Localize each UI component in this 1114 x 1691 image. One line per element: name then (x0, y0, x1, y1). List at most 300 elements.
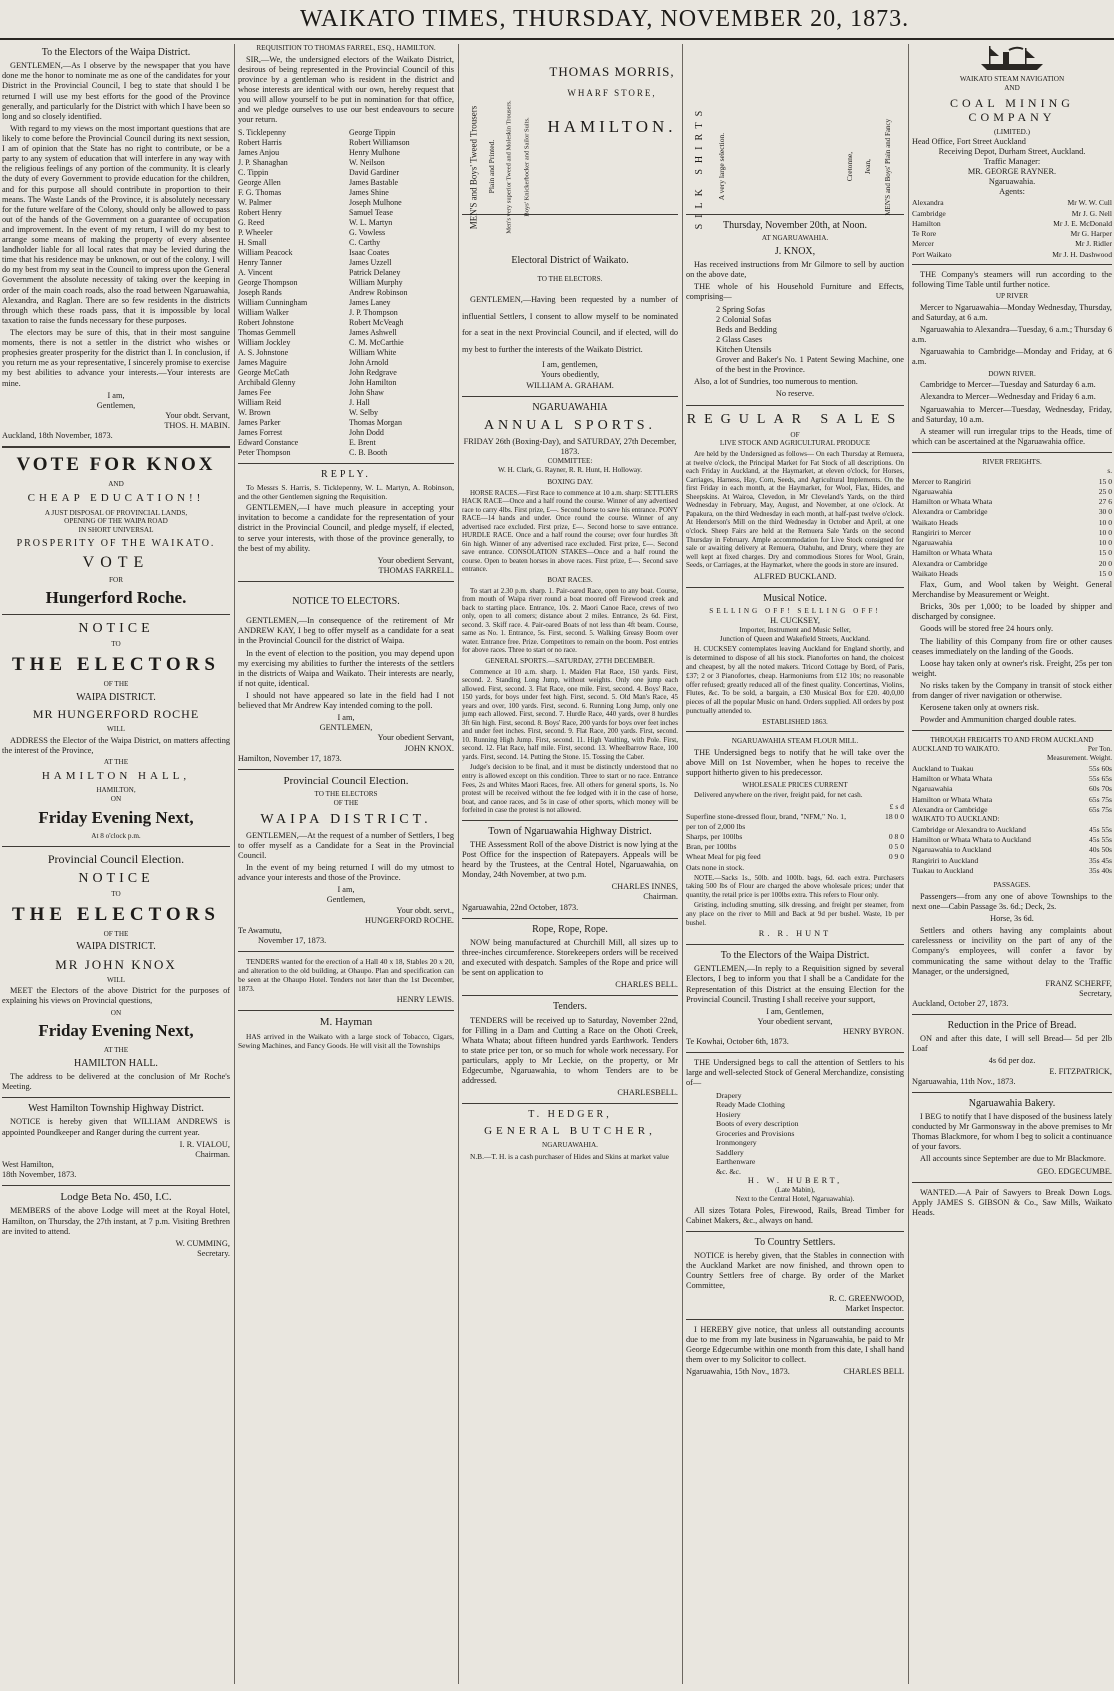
table-row (912, 518, 1112, 527)
closing: Your obedient Servant, (377, 733, 454, 743)
dateline: Ngaruawahia, 11th Nov., 1873. (912, 1076, 1016, 1086)
signature: R. R. HUNT (758, 929, 832, 939)
table-cell: Ngaruawahia (912, 486, 953, 496)
signatory-name: George Allen (238, 177, 281, 187)
table-cell: Hamilton or Whata Whata (912, 497, 993, 507)
table-cell: 25 0 (1098, 486, 1112, 496)
signature: WILLIAM A. GRAHAM. (526, 380, 614, 390)
table-cell: 60s 70s (1089, 784, 1112, 794)
signature: GEO. EDGECUMBE. (1037, 1166, 1112, 1176)
ad-text: The liability of this Company from fire or other causes ceases immediately on the landing of the Goods. (912, 636, 1112, 656)
column-1 (2, 44, 230, 1684)
table-cell: 20 0 (1098, 558, 1112, 568)
dateline: 18th November, 1873. (2, 1169, 77, 1179)
signatory-name: Patrick Delaney (349, 267, 401, 277)
divider (912, 1092, 1112, 1093)
closing: Your obdt. servt., (396, 905, 454, 915)
list-item: A steamer will run irregular trips to the Heads, time of which can be ascertained at the Ngaruawahia office. (912, 426, 1112, 446)
agents-table (912, 198, 1112, 259)
ad-heading: Musical Notice. (763, 592, 827, 604)
divider (238, 1010, 454, 1011)
ad-heading: Town of Ngaruawahia Highway District. (488, 825, 652, 837)
ad-heading: Rope, Rope, Rope. (532, 923, 608, 935)
signatory-name: J. P. Shanaghan (238, 157, 288, 167)
table-cell: 30 0 (1098, 507, 1112, 517)
signatory-name: G. Reed (238, 217, 265, 227)
list-item: Ngaruawahia to Alexandra—Tuesday, 6 a.m.; Thursday 6 a.m. (912, 325, 1112, 345)
signatory-name: W. Neilson (349, 157, 385, 167)
table-cell: Hamilton (912, 218, 941, 228)
signatory-name: F. G. Thomas (238, 187, 282, 197)
signatory-name: C. Carthy (349, 237, 381, 247)
ad-text: Loose hay taken only at owner's risk. Freight, 25s per ton weight. (912, 658, 1112, 678)
divider (686, 1231, 904, 1232)
label: ESTABLISHED 1863. (762, 717, 828, 726)
table-cell: Hamilton or Whata Whata to Auckland (912, 835, 1031, 845)
dateline: November 17, 1873. (258, 935, 327, 945)
signature: CHARLES INNES, (611, 882, 678, 892)
table-row (912, 219, 1112, 228)
divider (2, 614, 230, 615)
signatory-name: Samuel Tease (349, 207, 393, 217)
ad-heading: THROUGH FREIGHTS TO AND FROM AUCKLAND (930, 736, 1094, 745)
ad-text: THE Company's steamers will run according to the following Time Table until further notice. (912, 269, 1112, 289)
table-cell: 45s 55s (1089, 824, 1112, 834)
column-rule (458, 44, 459, 1684)
label: COMMITTEE: (547, 457, 593, 466)
signatory-name: James Shine (349, 187, 389, 197)
signatory-name: William Peacock (238, 247, 293, 257)
masthead (0, 0, 1114, 40)
divider (462, 995, 678, 996)
signatory-name: George Tippin (349, 127, 396, 137)
vertical-text: Men's very superior Tweed and Moleskin Trousers. (506, 100, 514, 234)
ad-heading: NOTICE TO ELECTORS. (292, 596, 400, 607)
headline: CHEAP EDUCATION!! (27, 492, 205, 505)
label: DOWN RIVER. (988, 369, 1036, 378)
column-rule (908, 44, 909, 1684)
table-cell: 18 0 0 (885, 812, 904, 822)
ad-text: Settlers and others having any complaints about carelessness or incivility on the part of any of the Company's employees, will confer a favor by communicating the same without delay to the Traffic Manager, or the undersigned, (912, 926, 1112, 976)
ad-text: TENDERS wanted for the erection of a Hall 40 x 18, Stables 20 x 20, and alteration to the old building, at Ohaupo. Plan and specification can be seen at the Ohaupo Hotel. Tenders not later than the 1st December, 1873. (238, 956, 454, 994)
label: No reserve. (775, 389, 815, 399)
table-cell: £ s d (889, 802, 904, 812)
ad-heading: M. Hayman (319, 1016, 373, 1029)
table-row (912, 250, 1112, 259)
label: Head Office, Fort Street Auckland (912, 136, 1026, 146)
list-item: Earthenware (716, 1157, 756, 1167)
ad-text: NOW being manufactured at Churchill Mill, all sizes up to three-inches circumference. Storekeepers orders will be received and executed with despatch. Samples of the Rope and price will be sent on application to (462, 937, 678, 978)
signatory-name: P. Wheeler (238, 227, 273, 237)
table-cell: Mercer to Rangiriri (912, 476, 972, 486)
table-row (912, 487, 1112, 496)
dateline: Auckland, October 27, 1873. (912, 998, 1009, 1008)
table-cell: Alexandra or Cambridge (912, 558, 988, 568)
divider (238, 463, 454, 464)
label: ON (110, 1008, 122, 1017)
table-row (912, 198, 1112, 207)
closing: Gentlemen, (326, 895, 366, 905)
ad-text: H. CUCKSEY contemplates leaving Auckland for England shortly, and is determined to dispose of all his stock. Pianofortes on hand, the choicest and cheapest, by all the noted makers. Tricord Cottage by Bord, of Paris, £37; 2 or 3 Pianofortes, cheap. Harmoniums from £12 10s; no reasonable offer refused; greatly reduced all of the finest quality. Concertinas, Violins, Flutes, &c. To be sold, a bargain, a £30 Musical Box for £20. 40,0,00 pieces of all the popular Music on hand. Orders supplied. All orders by post punctually attended to. (686, 645, 904, 715)
label: BOXING DAY. (547, 477, 593, 486)
table-cell: 55s 60s (1089, 763, 1112, 773)
ad-text: To Messrs S. Harris, S. Ticklepenny, W. L. Martyn, A. Robinson, and the other Gentlemen signing the Requisition. (238, 482, 454, 501)
divider (238, 951, 454, 952)
headline: ANNUAL SPORTS. (483, 417, 657, 433)
vertical-text: SILK SHIRTS (693, 104, 705, 230)
label: TO THE ELECTORS (314, 790, 378, 799)
ad-text: I BEG to notify that I have disposed of the business lately conducted by Mr Garmonsway in the above premises to Mr Thomas Blackmore, for whom I beg to solicit a continuance of your favors. (912, 1111, 1112, 1152)
closing: Your obdt. Servant, (165, 410, 230, 420)
table-cell: Mercer (912, 239, 934, 249)
dateline: Hamilton, November 17, 1873. (238, 753, 342, 763)
timetable-down (912, 380, 1112, 447)
ad-text: Delivered anywhere on the river, freight paid, for net cash. (694, 791, 863, 800)
table-row (912, 856, 1112, 865)
ad-text: NOTICE is hereby given that WILLIAM ANDREWS is appointed Poundkeeper and Ranger during the current year. (2, 1117, 230, 1137)
ad-text: ADDRESS the Elector of the Waipa District, on matters affecting the interest of the Province, (2, 735, 230, 755)
divider (462, 1103, 678, 1104)
label: At 8 o'clock p.m. (91, 832, 141, 841)
list-item: Saddlery (716, 1147, 744, 1157)
signatory-name: James Uzzell (349, 257, 392, 267)
steamer-icon (912, 44, 1112, 75)
signatory-name: Andrew Robinson (349, 287, 408, 297)
signatory-name: Archibald Glenny (238, 377, 296, 387)
label: UP RIVER (995, 292, 1029, 301)
ad-text: All accounts since September are due to Mr Blackmore. (920, 1154, 1106, 1164)
label: AT THE (103, 1046, 129, 1055)
ad-text: WANTED.—A Pair of Sawyers to Break Down Logs. Apply JAMES S. GIBSON & Co., Saw Mills, Waikato Heads. (912, 1187, 1112, 1217)
table-cell: Rangiriri to Auckland (912, 855, 979, 865)
table-row (686, 863, 904, 872)
table-row (912, 538, 1112, 547)
closing: I am, (107, 390, 125, 400)
signature: CHARLES BELL. (615, 980, 678, 990)
label: OF THE (333, 798, 359, 807)
signature: Market Inspector. (845, 1303, 904, 1313)
label: AUCKLAND TO WAIKATO. (912, 745, 1000, 754)
signatory-name: Robert Harris (238, 137, 282, 147)
label: NGARUAWAHIA. (542, 1141, 598, 1149)
ad-heading: Reduction in the Price of Bread. (947, 1020, 1077, 1032)
list-item: Cambridge to Mercer—Tuesday and Saturday 6 a.m. (920, 380, 1096, 390)
label: WAIPA DISTRICT. (76, 941, 156, 953)
signatory-name: J. Hall (349, 397, 370, 407)
table-cell: Waikato Heads (912, 517, 958, 527)
signatory-name: J. P. Thompson (349, 307, 398, 317)
table-cell: 15 0 (1098, 476, 1112, 486)
closing: I am, gentlemen, (542, 360, 598, 370)
label: TO (111, 640, 121, 649)
label: Measurement. Weight. (1047, 754, 1112, 762)
table-cell: Mr W. W. Cull (1067, 198, 1112, 208)
ad-heading: Provincial Council Election. (47, 852, 185, 867)
table-row (912, 764, 1112, 773)
label: HAMILTON HALL. (74, 1057, 158, 1069)
ad-text: Judge's decision to be final, and it must be distinctly understood that no entry is allowed except on this condition. Three to start or no race. Entrance Fees, 2s and Whites Maori Races, free. All others for general sports, 1s. No protest will be received without the fee lodged with it in the case of horse, boat, and canoe races, and 5s in case of other sports, which money will be forfeited in case the protest is not allowed. (462, 763, 678, 815)
ad-text: Gristing, including smutting, silk dressing, and freight per steamer, from any place on the river to Mill and Back at 9d per bushel. Waste, 1b per bushel. (686, 901, 904, 927)
label: LIVE STOCK AND AGRICULTURAL PRODUCE (719, 439, 871, 448)
table-cell: Oats none in stock. (686, 862, 745, 872)
table-row (686, 832, 904, 841)
column-rule (234, 44, 235, 1684)
table-cell: 35s 40s (1089, 865, 1112, 875)
closing: GENTLEMEN, (319, 723, 373, 733)
headline: T. HEDGER, (528, 1109, 612, 1121)
ad-text: Commence at 10 a.m. sharp. 1. Maiden Flat Race, 150 yards. First, second. 2. Standing Long Jump, without weights. Only one jump each allowed. First, second. 3. Flat Race, one mile. First, second. 4. Boys' Race, 150 yards, for boys under feet high. First, second. 5. Old Man's Race, 45 years and over, 100 yards. First, second. 6. Running Long Jump, only one jump each allowed. First, second. 7. Hurdle Race, 440 yards, over 8 hurdles 3ft 6in high. First, second. 8. Boys' Race, 200 yards for boys over feet inches and under feet inches. First, second. 9. Flat Race, 200 yards. First, second. 10. Running High Jump. First, second. 11. High Vaulting, with Pole. First, second. 12. Flat Race, half mile. First, second. 13. Wheelbarrow Race, 100 yards. First, second. 14. Putting the Stone. 15. Tossing the Caber. (462, 667, 678, 761)
ad-text: N.B.—T. H. is a cash purchaser of Hides and Skins at market value (470, 1151, 669, 1161)
list-item: Ironmongery (716, 1138, 757, 1148)
ad-text: GENTLEMEN,—I have much pleasure in accepting your invitation to become a candidate for the representation of your district in the Provincial Council, and pledge myself, if elected, to serve your interests, with those of the province generally, to the best of my ability. (238, 503, 454, 553)
table-row (686, 842, 904, 851)
vertical-text: Jean, (863, 159, 873, 175)
signatory-name: James Ashwell (349, 327, 397, 337)
headline: Friday Evening Next, (38, 1021, 194, 1041)
signatory-name: Joseph Rands (238, 287, 282, 297)
signature: E. FITZPATRICK, (1049, 1066, 1112, 1076)
headline: VOTE (82, 554, 150, 572)
dateline: Te Awamutu, (238, 925, 282, 935)
ad-text: TENDERS will be received up to Saturday, November 22nd, for Filling in a Dam and Cutting a Race on the Ohoti Creek, Whata Whata; about fifteen hundred yards Earthwork. Tenders to state price per ton, or so much for whole work necessary. For particulars, apply to Mr Leckie, on the property, or Mr Edgecumbe, Ngaruawahia, to whom Tenders are to be addressed. (462, 1015, 678, 1086)
morris-advert (462, 44, 678, 234)
list-item: 2 Glass Cases (716, 334, 763, 344)
ad-text: MEET the Electors of the above District for the purposes of explaining his views on Provincial questions, (2, 986, 230, 1006)
label: Importer, Instrument and Music Seller, (739, 625, 851, 634)
ad-text: Has received instructions from Mr Gilmore to sell by auction on the above date, (686, 260, 904, 280)
table-cell: Mr J. G. Nell (1071, 208, 1112, 218)
signatory-name: James Bastable (349, 177, 399, 187)
list-item: Ngaruawahia to Mercer—Tuesday, Wednesday, Friday, and Saturday, 10 a.m. (912, 404, 1112, 424)
signatory-name: George McCath (238, 367, 290, 377)
label: IN SHORT UNIVERSAL (78, 526, 154, 535)
label: GENERAL SPORTS.—SATURDAY, 27TH DECEMBER. (485, 656, 655, 665)
ad-text: Passengers—from any one of above Townships to the next one—Cabin Passage 3s. 6d.; Deck, 2s. (912, 891, 1112, 911)
ad-text: THE Undersigned begs to call the attention of Settlers to his large and well-selected Stock of General Merchandize, consisting of— (686, 1058, 904, 1088)
table-cell: Cambridge (912, 208, 946, 218)
divider (462, 918, 678, 919)
label: Junction of Queen and Wakefield Streets, Auckland. (719, 634, 871, 643)
signature: Secretary, (1079, 988, 1112, 998)
table-cell: Cambridge or Alexandra to Auckland (912, 824, 1026, 834)
label: AND (108, 480, 124, 489)
label: Ngaruawahia. (988, 177, 1036, 187)
ad-text: GENTLEMEN,—In consequence of the retirement of Mr ANDREW KAY, I beg to offer myself as a candidate for a seat in the Provincial Council for the district of Waipa. (238, 616, 454, 646)
signatory-name: C. Tippin (238, 167, 269, 177)
label: SELLING OFF! SELLING OFF! (709, 606, 881, 615)
signatory-name: John Dodd (349, 427, 384, 437)
divider (686, 1319, 904, 1320)
ad-text: The electors may be sure of this, that in their most sanguine moments, there is not a settler in the district who wishes or prophesies greater prosperity for the district than I. In conclusion, if you return me as your representative, I sincerely promise to exercise my best abilities to advance your interests.—Your interests are mine. (2, 328, 230, 388)
table-row (912, 548, 1112, 557)
headline: THE ELECTORS (11, 903, 220, 925)
newspaper-title: WAIKATO TIMES, THURSDAY, NOVEMBER 20, 1873. (300, 6, 910, 32)
ad-text: GENTLEMEN,—At the request of a number of Settlers, I beg to offer myself as a Candidate for a Seat in the Provincial Council. (238, 830, 454, 860)
vertical-text: Boys' Knickerbocker and Sailor Suits. (524, 117, 532, 217)
ad-heading: REQUISITION TO THOMAS FARREL, ESQ., HAMILTON. (256, 44, 436, 52)
table-row (686, 852, 904, 861)
table-cell: Waikato Heads (912, 568, 958, 578)
signatory-name: James Laney (349, 297, 391, 307)
signatory-name: A. S. Johnstone (238, 347, 289, 357)
label: Receiving Depot, Durham Street, Auckland. (938, 146, 1086, 156)
table-cell: 65s 75s (1089, 794, 1112, 804)
headline: PROSPERITY OF THE WAIKATO. (16, 537, 216, 549)
divider (238, 581, 454, 582)
signature: HENRY BYRON. (842, 1027, 904, 1036)
list-item: Mercer to Ngaruawahia—Monday Wednesday, Thursday, and Saturday, at 6 a.m. (912, 302, 1112, 322)
table-cell: Hamilton or Whata Whata (912, 794, 993, 804)
table-cell: 55s 65s (1089, 774, 1112, 784)
list-item: &c. &c. (716, 1166, 741, 1176)
signatory-name: A. Vincent (238, 267, 273, 277)
ad-text: NOTICE is hereby given, that the Stables in connection with the Auckland Market are now finished, and thrown open to Country Settlers free of charge. By order of the Market Committee, (686, 1251, 904, 1291)
label: (LIMITED.) (993, 127, 1031, 136)
headline: THE ELECTORS (11, 654, 220, 676)
table-cell: 0 9 0 (888, 852, 904, 862)
table-cell: Te Rore (912, 229, 937, 239)
table-cell: 0 5 0 (888, 842, 904, 852)
table-cell: 15 0 (1098, 548, 1112, 558)
label: PASSAGES. (993, 881, 1031, 890)
ad-text: Kerosene taken only at owners risk. (920, 703, 1039, 713)
label: WILL (107, 975, 125, 984)
ad-text: I should not have appeared so late in the field had I not believed that Mr Andrew Kay intended coming to the poll. (238, 690, 454, 711)
signatory-name: John Arnold (349, 357, 389, 367)
signature: HENRY LEWIS. (396, 995, 454, 1005)
column-3 (462, 44, 678, 1684)
table-row (912, 569, 1112, 578)
signatory-name: Isaac Coates (349, 247, 390, 257)
ad-text: With regard to my views on the most important questions that are likely to come before the Provincial Council during its next session, I am of opinion that the State has no right to contribute, or be a party to any system of education that will interfere in any way with the religious feelings of any portion of the community. It is clearly the duty of every Government to provide education for the children, and for this purpose all should contribute in proportion to their means. The Waste Lands of the Province, it is absolutely necessary for the future welfare of the Colony, should only be allowed to pass out of the hands of the Government on a guarantee of occupation and improvement. In the event of my return, I will do my best to arrange some means of making the property of every absentee landholder liable for all local rates that may be levied during the time that his residence may be unknown, or out of the colony. I will do my best from my seat in the Council to impress upon the General Government the absolute necessity of taking over the keeping in order of the main coach roads, also the road between Ngaruawahia, Alexandra, and Raglan. There are so few residents in the districts through which these roads pass, that it is impossible by local taxation to raise the funds necessary for these purposes. (2, 123, 230, 325)
label: Per Ton. (1087, 745, 1112, 754)
through-freight-table (912, 764, 1112, 814)
signature: CHARLES BELL (843, 1367, 904, 1377)
table-row (912, 805, 1112, 814)
vertical-text: A very large selection. (717, 133, 727, 201)
divider (912, 1182, 1112, 1183)
label: W. H. Clark, G. Rayner, R. R. Hunt, H. Holloway. (497, 465, 643, 474)
divider (238, 769, 454, 770)
ad-heading: To the Electors of the Waipa District. (720, 950, 870, 962)
ad-heading: REPLY. (321, 468, 371, 480)
label: FRIDAY 26th (Boxing-Day), and SATURDAY, 27th December, 1873. (463, 436, 677, 457)
signatory-name: Thomas Morgan (349, 417, 402, 427)
ad-text: GENTLEMEN,—In reply to a Requisition signed by several Electors, I beg to inform you that I shall be a Candidate for the Representation of this District at the ensuing Election for the Provincial Council. Trusting I shall receive your support, (686, 964, 904, 1004)
list-item: Drapery (716, 1090, 742, 1100)
table-row (686, 812, 904, 831)
table-cell: 10 0 (1098, 538, 1112, 548)
divider (2, 1185, 230, 1186)
table-row (912, 795, 1112, 804)
signature: Chairman. (195, 1149, 230, 1159)
table-cell: 45s 55s (1089, 835, 1112, 845)
signatory-name: William Jockley (238, 337, 291, 347)
table-cell: 10 0 (1098, 527, 1112, 537)
list-item: Hosiery (716, 1109, 741, 1119)
ad-text: HORSE RACES.—First Race to commence at 10 a.m. sharp: SETTLERS HACK RACE—Once and a half round the course. Winner of any advertised race to carry 4lbs. First prize, £—. Second horse to save his entrance. PONY RACE—14 hands and under. Once round the course. Winner of any advertised race excluded. First prize, £—. Second horse to save entrance. HURDLE RACE. Once and a half round the course; over four hurdles 3ft 6in high. Winner of any advertised race excluded. First prize, £—. Second save entrance. CONSOLATION STAKES—Once and a half round the course. Open to beaten horses in above races. First prize, £—. Second save entrance. (462, 488, 678, 574)
label: AND (1004, 83, 1020, 92)
label: OF THE (103, 680, 129, 689)
table-cell: Mr J. E. McDonald (1053, 218, 1112, 228)
signatory-name: W. Brown (238, 407, 271, 417)
headline: Hungerford Roche. (45, 588, 187, 608)
closing: Your obedient servant, (757, 1016, 833, 1026)
signature: I. R. VIALOU, (179, 1139, 230, 1149)
signature: W. CUMMING, (175, 1238, 230, 1248)
column-rule (682, 44, 683, 1684)
label: WAIKATO TO AUCKLAND: (912, 815, 1000, 824)
label: TO THE ELECTORS. (537, 275, 603, 284)
ad-text: HAS arrived in the Waikato with a large stock of Tobacco, Cigars, Sewing Machines, and Fancy Goods. He will visit all the Townships (238, 1031, 454, 1050)
ad-text: I HEREBY give notice, that unless all outstanding accounts due to me from my late business in Ngaruawahia, be paid to Mr George Edgecumbe within one month from this date, I shall hand them over to my Solicitor to collect. (686, 1324, 904, 1365)
closing: Yours obediently, (540, 370, 600, 380)
label: WILL (107, 724, 125, 733)
signatory-name: G. Vowless (349, 227, 386, 237)
table-cell: 65s 75s (1089, 804, 1112, 814)
table-cell: 40s 50s (1089, 845, 1112, 855)
ad-text: Bricks, 30s per 1,000; to be loaded by shipper and discharged by consignee. (912, 602, 1112, 622)
list-item: Ngaruawahia to Cambridge—Monday and Friday, at 6 a.m. (912, 347, 1112, 367)
label: AT THE (103, 757, 129, 766)
headline: Friday Evening Next, (38, 807, 194, 827)
signatory-name: William Murphy (349, 277, 403, 287)
signature: JOHN KNOX. (404, 743, 454, 753)
headline: NOTICE (78, 621, 154, 637)
ad-heading: To Country Settlers. (754, 1236, 836, 1248)
list-item: Kitchen Utensils (716, 345, 772, 355)
closing: Your obedient Servant, (377, 555, 454, 565)
ad-text: THE Assessment Roll of the above District is now lying at the Post Office for the inspection of Ratepayers. Appeals will be heard by the Trustees, at the Central Hotel, Ngaruawahia, on Monday, 24th November, at two p.m. (462, 839, 678, 880)
signatory-name: William Walker (238, 307, 289, 317)
signature: THOMAS FARRELL. (378, 565, 454, 575)
signatory-name: Robert Johnstone (238, 317, 294, 327)
signatory-name: Henry Tanner (238, 257, 282, 267)
freight-table (912, 477, 1112, 579)
table-cell: Tuakau to Auckland (912, 865, 974, 875)
signature: Chairman. (643, 892, 678, 902)
signatory-name: James Fee (238, 387, 272, 397)
signatory-name: John Redgrave (349, 367, 397, 377)
vertical-text: Plain and Printed. (487, 140, 497, 194)
label: HAMILTON, (96, 785, 136, 794)
signature: FRANZ SCHERFF, (1045, 978, 1112, 988)
table-row (912, 229, 1112, 238)
price-table (686, 802, 904, 872)
signatory-name: George Thompson (238, 277, 298, 287)
table-row (912, 559, 1112, 568)
ad-text: Powder and Ammunition charged double rates. (920, 715, 1077, 725)
label: MR. GEORGE RAYNER. (967, 167, 1057, 177)
table-cell: Ngaruawahia to Auckland (912, 845, 992, 855)
label: s. (1107, 466, 1112, 475)
table-row (912, 784, 1112, 793)
table-cell: Wheat Meal for pig feed (686, 852, 761, 862)
item-list (686, 1091, 904, 1177)
table-cell: Mr J. H. Dashwood (1052, 249, 1112, 259)
label: WAIPA DISTRICT. (76, 691, 156, 703)
ad-text: In the event of election to the position, you may depend upon my exercising my abilities to further the interests of the settlers in the districts of Waipa and Waikato. Their interests are nearly, if not quite, identical. (238, 648, 454, 688)
signatory-name: John Shaw (349, 387, 384, 397)
headline: REGULAR SALES (686, 411, 904, 427)
signatory-name: William Reid (238, 397, 282, 407)
table-cell: Alexandra or Cambridge (912, 507, 988, 517)
headline: H. W. HUBERT, (747, 1176, 843, 1186)
ad-text: To start at 2.30 p.m. sharp. 1. Pair-oared Race, open to any boat. Course, from mouth of Waipa river round a boat moored off Firewood creek and back to starting place. Entrance, 10s. 2. Maori Canoe Race, crews of two only, open to all comers; distance about 2 miles. Entrance, 2s 6d. First, second. 3. Skiff race. 4. Pair-oared Boats of not less than 4ft beam. Course, same as No. 1. Entrance, 5s. First, second. 5. Walking Greasy Boom over water. Entrance free. Prize. Competitors to remain on the boom. Post entries for above races. Three to start or no race. (462, 586, 678, 655)
ad-text: NOTE.—Sacks 1s., 50lb. and 100lb. bags, 6d. each extra. Purchasers taking 500 lbs of Flour are charged the above wholesale prices; under that quantity, the retail price is per 100lbs extra. This refers to Flour only. (686, 873, 904, 899)
list-item: Groceries and Provisions (716, 1128, 795, 1138)
table-cell: Rangiriri to Mercer (912, 527, 972, 537)
